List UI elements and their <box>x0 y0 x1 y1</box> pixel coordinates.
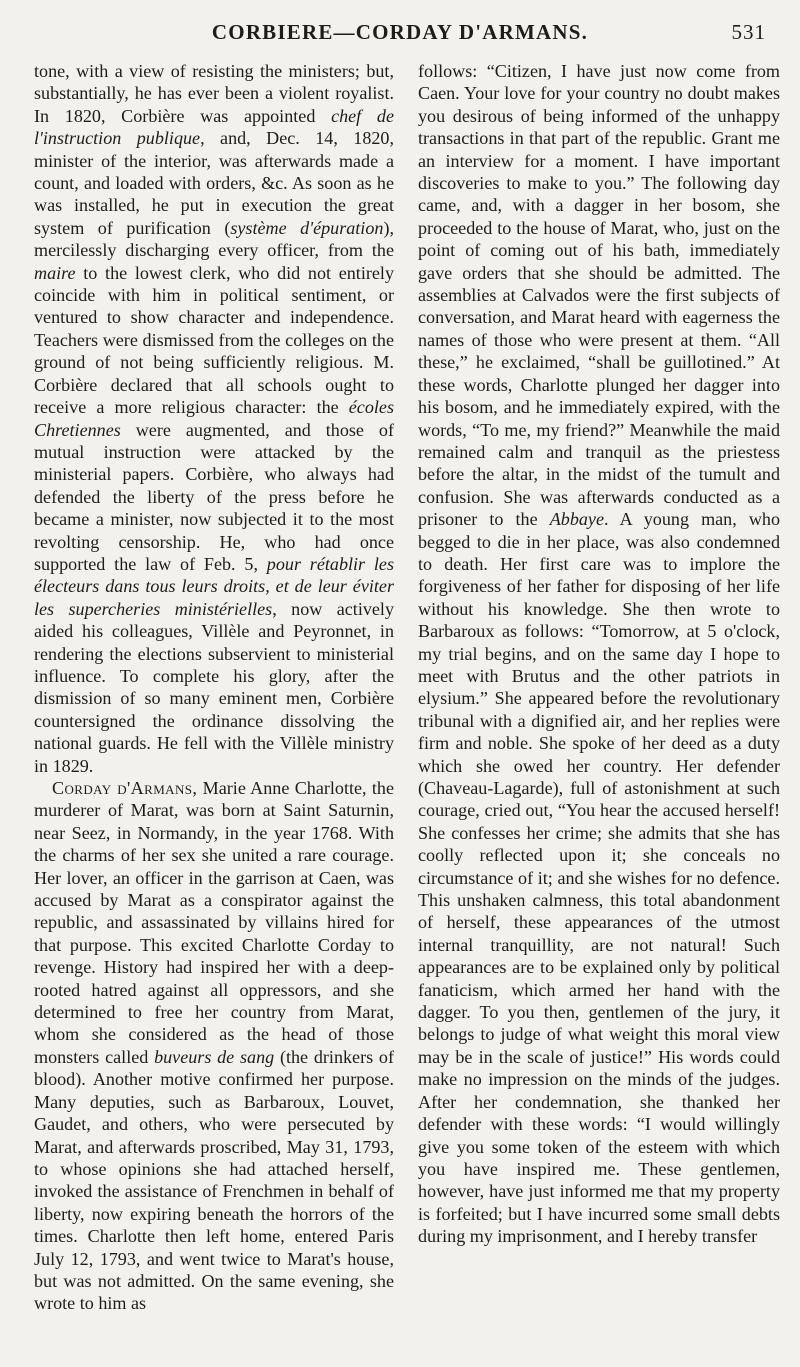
page-number: 531 <box>731 20 766 44</box>
corday-continuation <box>418 60 780 1248</box>
body-text: . A young man, who begged to die in her place, was also condemned to death. Her first care was to implore the forgiveness of her father for disposing of her life without his knowledge. She then wrote to Barbaroux as follows: “Tomorrow, at 5 o'clock, my trial begins, and on the same day I hope to meet with Brutus and the other patriots in elysium.” She appeared before the revolutionary tribunal with a dignified air, and her replies were firm and noble. She spoke of her deed as a duty which she owed her country. Her defender (Chaveau-Lagarde), full of astonishment at such courage, cried out, “You hear the accused herself! She confesses her crime; she admits that she has coolly reflected upon it; she conceals no circumstance of it; and she wishes for no defence. This unshaken calmness, this total abandonment of herself, these appearances of the utmost internal tranquillity, are not natural! Such appearances are to be explained only by political fanaticism, which armed her hand with the dagger. To you then, gentlemen of the jury, it belongs to judge of what weight this moral view may be in the scale of justice!” His words could make no impression on the minds of the judges. After her condemnation, she thanked her defender with these words: “I would willingly give you some token of the esteem with which you have inspired me. These gentlemen, however, have just informed me that my property is forfeited; but I have incurred some small debts during my imprisonment, and I hereby transfer <box>418 509 780 1247</box>
body-text: were augmented, and those of mutual instruction were attacked by the ministerial papers. Corbière, who always had defended the liberty of the press before he became a minister, now subjected it to the most revolting censorship. He, who had once supported the law of Feb. 5, <box>34 419 394 574</box>
body-text: to the lowest clerk, who did not entirely coincide with him in political sentiment, or ventured to show character and independence. Teachers were dismissed from the colleges on the ground of not being sufficiently religious. M. Corbière declared that all schools ought to receive a more religious character: the <box>34 262 394 418</box>
body-text: , and, Dec. 14, 1820, minister of the interior, was afterwards made a count, and loaded with orders, &c. As soon as he was installed, he put in execution the great system of purification ( <box>34 128 394 238</box>
italic-phrase: système d'épuration <box>230 217 384 238</box>
italic-phrase: buveurs de sang <box>154 1046 275 1067</box>
corday-paragraph <box>34 777 394 1315</box>
running-head: CORBIERE—CORDAY D'ARMANS. <box>211 20 589 44</box>
body-text: follows: “Citizen, I have just now come from Caen. Your love for your country no doubt makes you desirous of being informed of the unhappy transactions in that part of the republic. Grant me an interview for a moment. I have important discoveries to make to you.” The following day came, and, with a dagger in her bosom, she proceeded to the house of Marat, who, just on the point of coming out of his bath, immediately gave orders that she should be admitted. The assemblies at Calvados were the first subjects of conversation, and Marat heard with eagerness the names of those who were present at them. “All these,” he exclaimed, “shall be guillotined.” At these words, Charlotte plunged her dagger into his bosom, and he immediately expired, with the words, “To me, my friend?” Meanwhile the maid remained calm and tranquil as the priestess before the altar, in the midst of the tumult and confusion. She was afterwards conducted as a prisoner to the <box>418 61 780 530</box>
body-text: ), mercilessly discharging every officer, from the <box>34 217 394 261</box>
entry-heading: Corday d'Armans, <box>52 778 198 798</box>
right-column <box>418 60 780 1248</box>
body-text: , now actively aided his colleagues, Villèle and Peyronnet, in rendering the elections subservient to ministerial influence. To complete his glory, after the dismission of so many eminent men, Corbière countersigned the ordinance dissolving the national guards. He fell with the Villèle ministry in 1829. <box>34 598 394 776</box>
body-text: Marie Anne Charlotte, the murderer of Marat, was born at Saint Saturnin, near Seez, in Normandy, in the year 1768. With the charms of her sex she united a rare courage. Her lover, an officer in the garrison at Caen, was accused by Marat as a conspirator against the republic, and assassinated by villains hired for that purpose. This excited Charlotte Corday to revenge. History had inspired her with a deep-rooted hatred against all oppressors, and she determined to free her country from Marat, whom she considered as the head of those monsters called <box>34 778 394 1067</box>
italic-phrase: pour rétablir les électeurs dans tous leurs droits, et de leur éviter les supercheries ministérielles <box>34 553 394 619</box>
corbiere-paragraph <box>34 60 394 777</box>
italic-phrase: chef de l'instruction publique <box>34 105 394 149</box>
italic-phrase: maire <box>34 262 76 283</box>
page-header <box>0 20 800 50</box>
left-column <box>34 60 394 1315</box>
body-text: tone, with a view of resisting the ministers; but, substantially, he has ever been a violent royalist. In 1820, Corbière was appointed <box>34 61 394 126</box>
italic-phrase: Abbaye <box>549 509 604 530</box>
body-text: (the drinkers of blood). Another motive confirmed her purpose. Many deputies, such as Barbaroux, Louvet, Gaudet, and others, who were persecuted by Marat, and afterwards proscribed, May 31, 1793, to whose opinions she had attached herself, invoked the assistance of Frenchmen in behalf of liberty, now expiring beneath the horrors of the times. Charlotte then left home, entered Paris July 12, 1793, and went twice to Marat's house, but was not admitted. On the same evening, she wrote to him as <box>34 1046 394 1314</box>
italic-phrase: écoles Chretiennes <box>34 397 394 440</box>
